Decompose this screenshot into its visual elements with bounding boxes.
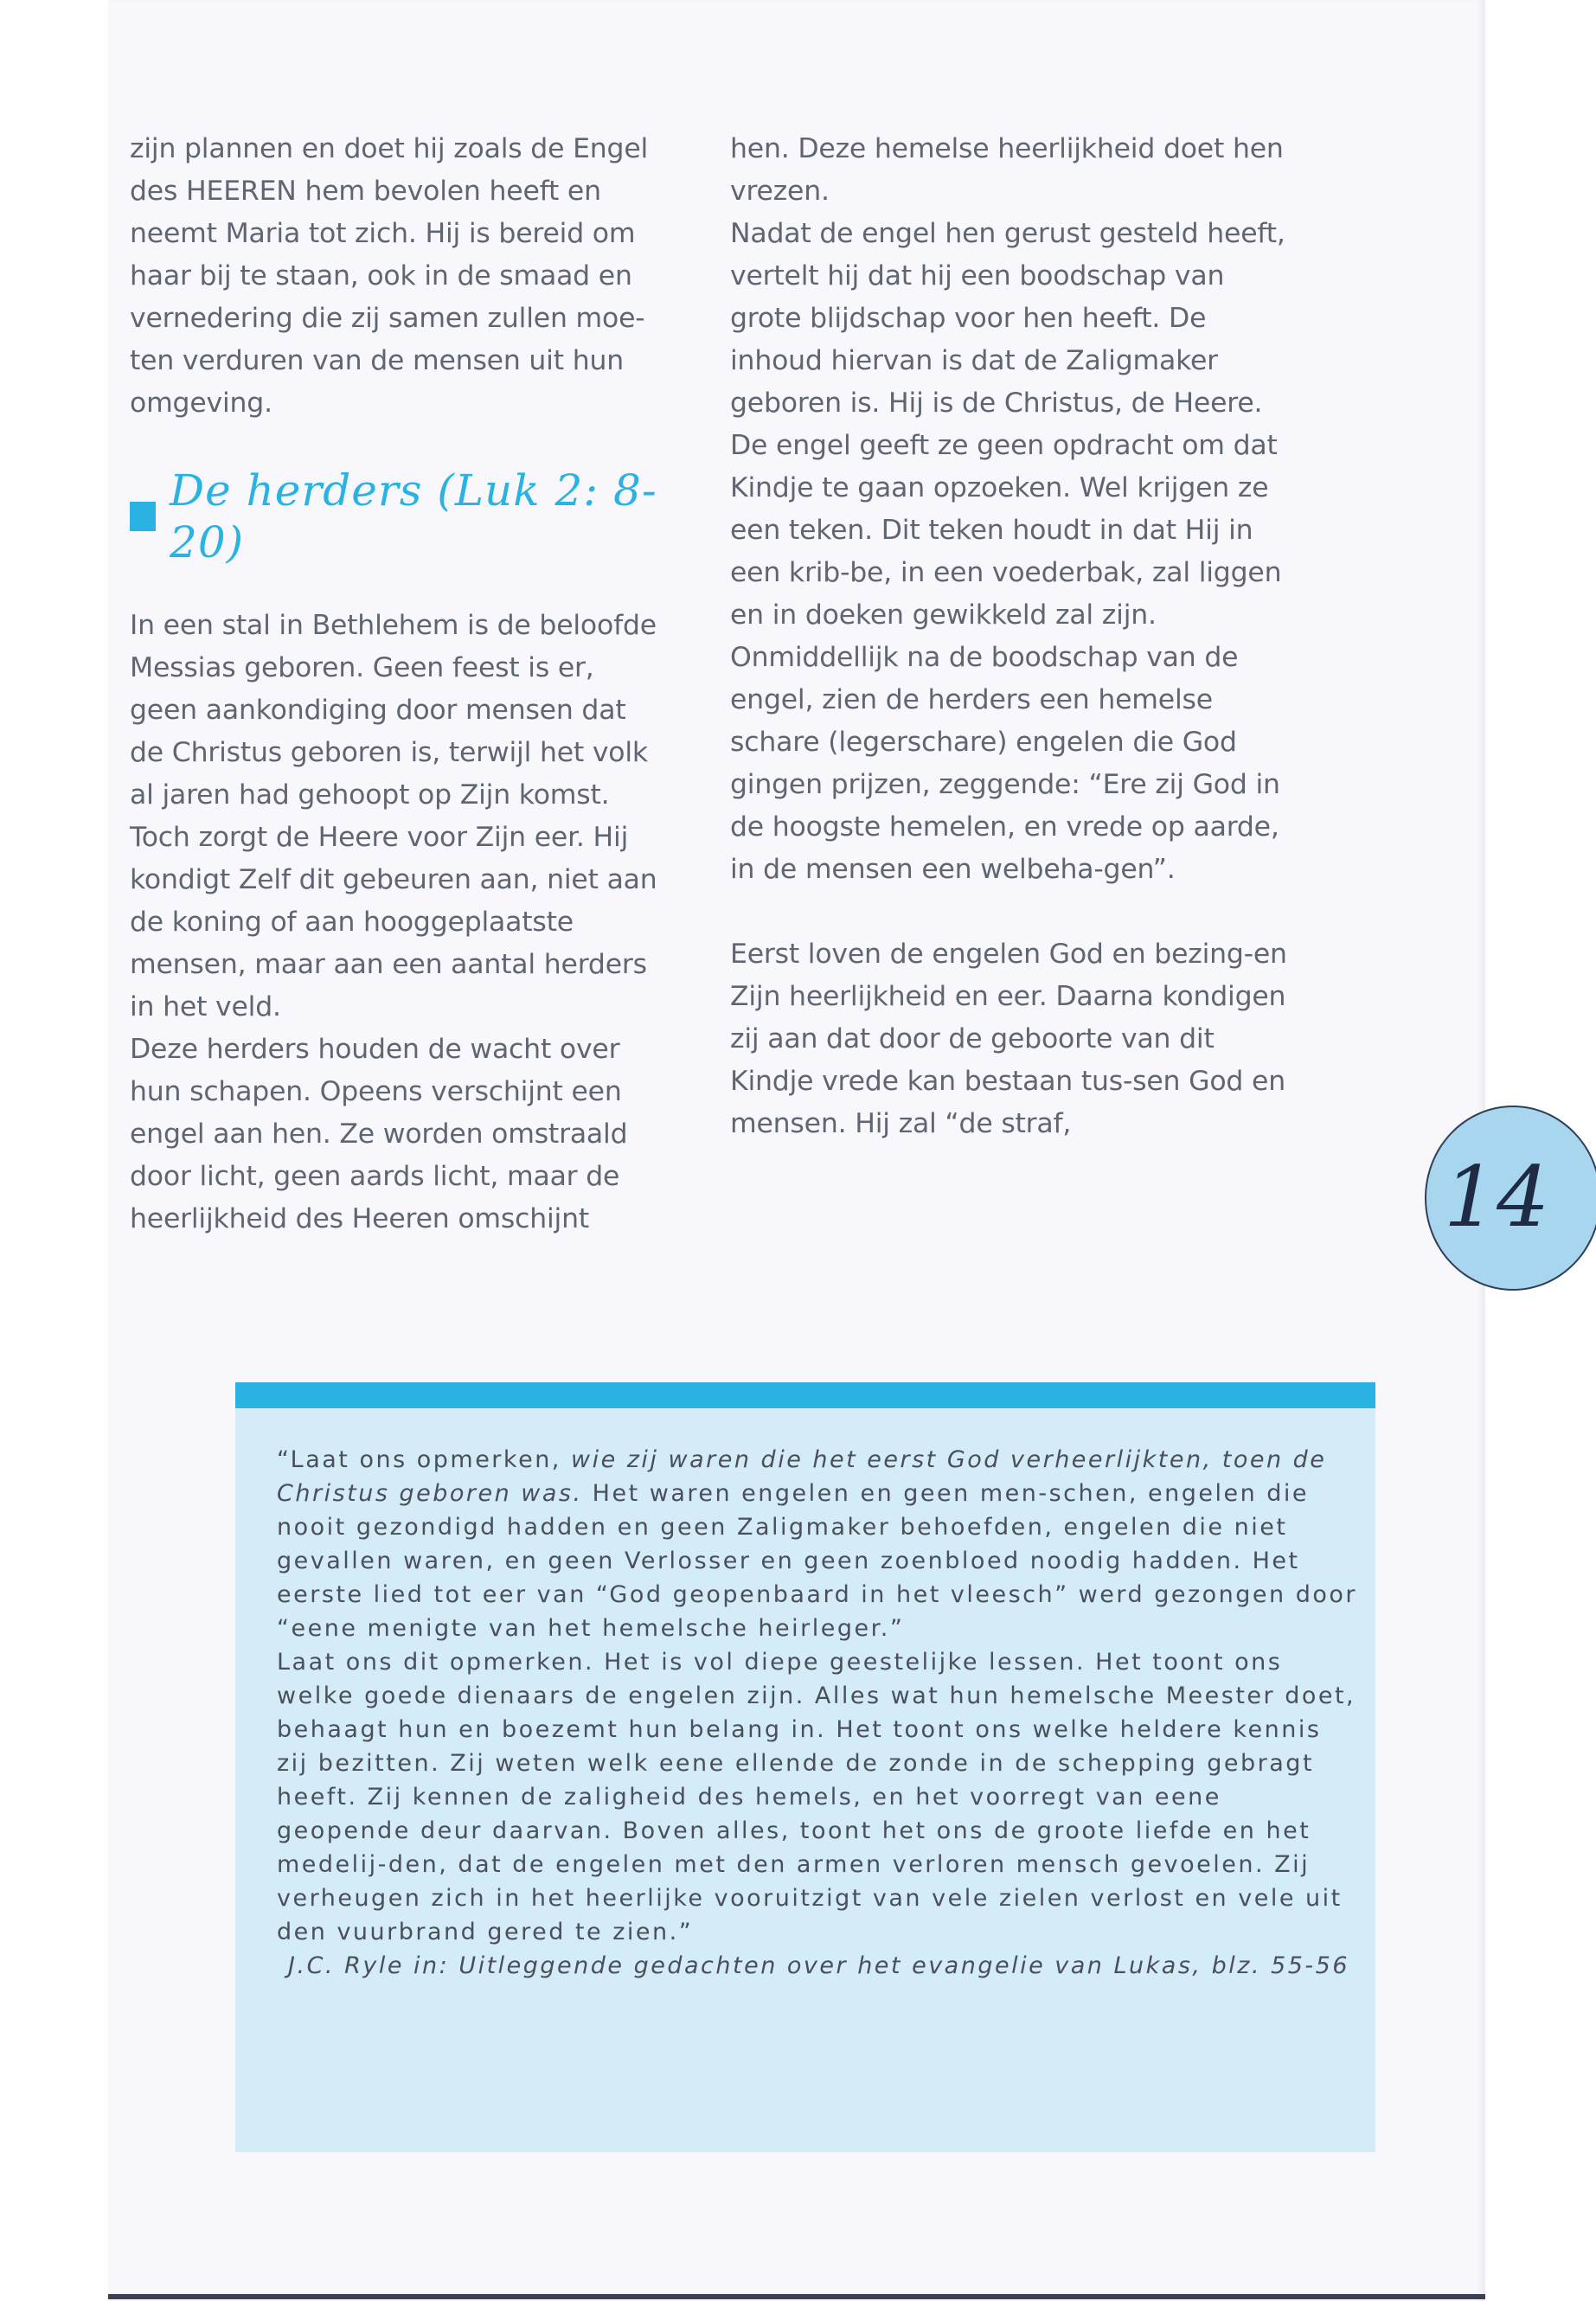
paragraph: In een stal in Bethlehem is de beloofde Messias geboren. Geen feest is er, geen aankondiging door mensen dat de Christus geboren is, terwijl het volk al jaren had gehoopt op Zijn komst. Toch zorgt de Heere voor Zijn eer. Hij kondigt Zelf dit gebeuren aan, niet aan de koning of aan hooggeplaatste mensen, maar aan een aantal herders in het veld.: [130, 610, 657, 1022]
right-column: [730, 128, 1292, 1145]
paragraph: Onmiddellijk na de boodschap van de engel, zien de herders een hemelse schare (legerschare) engelen die God gingen prijzen, zeggende: “Ere zij God in de hoogste hemelen, en vrede op aarde, in de mensen een welbeha-gen”.: [730, 642, 1280, 885]
page-number: 14: [1444, 1149, 1550, 1246]
square-bullet-icon: [130, 502, 156, 531]
heading-text: De herders (Luk 2: 8-20): [170, 465, 657, 567]
quote-open: “Laat ons opmerken,: [277, 1446, 571, 1473]
quote-paragraph: Laat ons dit opmerken. Het is vol diepe geestelijke lessen. Het toont ons welke goede dienaars de engelen zijn. Alles wat hun hemelsche Meester doet, behaagt hun en boezemt hun belang in. Het toont ons welke heldere kennis zij bezitten. Zij weten welk eene ellende de zonde in de schepping gebragt heeft. Zij kennen de zaligheid des hemels, en het voorregt van eene geopende deur daarvan. Boven alles, toont het ons de groote liefde en het medelij-den, dat de engelen met den armen verloren mensch gevoelen. Zij verheugen zich in het heerlijke vooruitzigt van vele zielen verlost en vele uit den vuurbrand gered te zien.”: [277, 1649, 1356, 1945]
quote-paragraph: [277, 1443, 1358, 1645]
section-heading: [130, 465, 666, 567]
page-number-badge: [1425, 1106, 1596, 1291]
quote-header-bar: [235, 1382, 1375, 1408]
paragraph: Eerst loven de engelen God en bezing-en Zijn heerlijkheid en eer. Daarna kondigen zij aan dat door de geboorte van dit Kindje vrede kan bestaan tus-sen God en mensen. Hij zal “de straf,: [730, 939, 1287, 1139]
paragraph: zijn plannen en doet hij zoals de Engel des HEEREN hem bevolen heeft en neemt Maria tot zich. Hij is bereid om haar bij te staan, ook in de smaad en vernedering die zij samen zullen moe-ten verduren van de mensen uit hun omgeving.: [130, 133, 649, 419]
paragraph: hen. Deze hemelse heerlijkheid doet hen vrezen.: [730, 133, 1284, 207]
quote-rest: Het waren engelen en geen men-schen, engelen die nooit gezondigd hadden en geen Zaligmaker behoefden, engelen die niet gevallen waren, en geen Verlosser en geen zoenbloed noodig hadden. Het eerste lied tot eer van “God geopenbaard in het vleesch” werd gezongen door “eene menigte van het hemelsche heirleger.”: [277, 1480, 1358, 1642]
quote-box: [235, 1382, 1375, 2152]
paragraph: Deze herders houden de wacht over hun schapen. Opeens verschijnt een engel aan hen. Ze worden omstraald door licht, geen aards licht, maar de heerlijkheid des Heeren omschijnt: [130, 1034, 628, 1234]
bottom-edge-line: [108, 2294, 1485, 2299]
quote-emphasis: wie zij waren die het eerst God verheerlijkten, toen de Christus geboren was.: [277, 1446, 1327, 1507]
quote-text: [277, 1443, 1358, 1983]
quote-attribution: J.C. Ryle in: Uitleggende gedachten over het evangelie van Lukas, blz. 55-56: [288, 1952, 1349, 1979]
left-column: [130, 128, 666, 1240]
spacer: [730, 891, 1292, 933]
paragraph: Nadat de engel hen gerust gesteld heeft, vertelt hij dat hij een boodschap van grote blijdschap voor hen heeft. De inhoud hiervan is dat de Zaligmaker geboren is. Hij is de Christus, de Heere. De engel geeft ze geen opdracht om dat Kindje te gaan opzoeken. Wel krijgen ze een teken. Dit teken houdt in dat Hij in een krib-be, in een voederbak, zal liggen en in doeken gewikkeld zal zijn.: [730, 218, 1285, 631]
